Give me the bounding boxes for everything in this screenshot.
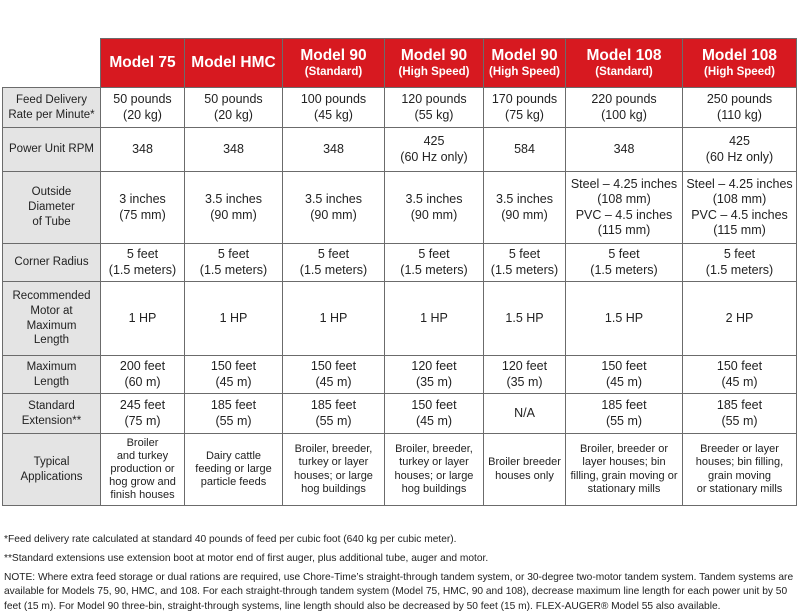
table-cell: 50 pounds (20 kg) <box>185 88 283 128</box>
table-cell: 120 feet (35 m) <box>385 356 484 394</box>
table-cell: Breeder or layer houses; bin filling, grain moving or stationary mills <box>683 434 797 506</box>
table-cell: 5 feet (1.5 meters) <box>101 244 185 282</box>
table-cell: 3.5 inches (90 mm) <box>484 172 566 244</box>
table-row <box>3 394 797 434</box>
general-note: NOTE: Where extra feed storage or dual rations are required, use Chore-Time’s straight-through tandem system, or 30-degree two-motor tandem system. Tandem systems are available for Models 75, 90, HMC, and 108. For each straight-through tandem system (Model 75, HMC, 90 and 108), decrease maximum line length for each power unit by 50 feet (15 m). For Model 90 three-bin, straight-through systems, line length should also be decreased by 50 feet (15 m). FLEX-AUGER® Model 55 also available. <box>4 572 794 612</box>
table-cell: 50 pounds (20 kg) <box>101 88 185 128</box>
table-cell: 185 feet (55 m) <box>566 394 683 434</box>
model-name: Model 90 <box>400 46 468 64</box>
footnote-feed-rate: *Feed delivery rate calculated at standard 40 pounds of feed per cubic foot (640 kg per cubic meter). <box>4 534 457 545</box>
model-header-2 <box>283 39 385 88</box>
model-variant: (High Speed) <box>489 66 560 79</box>
model-name: Model 90 <box>300 46 367 64</box>
table-cell: 185 feet (55 m) <box>283 394 385 434</box>
model-header-0 <box>101 39 185 88</box>
table-cell: 150 feet (45 m) <box>683 356 797 394</box>
model-variant: (Standard) <box>595 66 653 79</box>
model-name: Model HMC <box>191 53 276 71</box>
table-cell: 425 (60 Hz only) <box>683 128 797 172</box>
table-cell: 1.5 HP <box>484 282 566 356</box>
table-cell: 150 feet (45 m) <box>566 356 683 394</box>
table-cell: Broiler, breeder or layer houses; bin filling, grain moving or stationary mills <box>566 434 683 506</box>
row-label: Power Unit RPM <box>3 128 101 172</box>
row-label: Recommended Motor at Maximum Length <box>3 282 101 356</box>
model-variant: (High Speed) <box>704 66 775 79</box>
table-cell: 5 feet (1.5 meters) <box>385 244 484 282</box>
row-label: Outside Diameter of Tube <box>3 172 101 244</box>
table-cell: 150 feet (45 m) <box>385 394 484 434</box>
model-header-1 <box>185 39 283 88</box>
table-row <box>3 172 797 244</box>
table-cell: 220 pounds (100 kg) <box>566 88 683 128</box>
table-row <box>3 356 797 394</box>
model-name: Model 108 <box>702 46 777 64</box>
row-label: Standard Extension** <box>3 394 101 434</box>
table-cell: Broiler breeder houses only <box>484 434 566 506</box>
model-variant: (Standard) <box>304 66 363 79</box>
table-cell: 1 HP <box>101 282 185 356</box>
table-cell: 250 pounds (110 kg) <box>683 88 797 128</box>
table-cell: 425 (60 Hz only) <box>385 128 484 172</box>
row-label: Maximum Length <box>3 356 101 394</box>
table-cell: Dairy cattle feeding or large particle feeds <box>185 434 283 506</box>
header-row <box>3 39 797 88</box>
table-cell: 348 <box>566 128 683 172</box>
model-header-3 <box>385 39 484 88</box>
table-cell: 5 feet (1.5 meters) <box>283 244 385 282</box>
table-cell: 5 feet (1.5 meters) <box>185 244 283 282</box>
table-cell: 170 pounds (75 kg) <box>484 88 566 128</box>
table-cell: 150 feet (45 m) <box>185 356 283 394</box>
table-cell: 5 feet (1.5 meters) <box>566 244 683 282</box>
table-cell: 120 pounds (55 kg) <box>385 88 484 128</box>
table-cell: 3 inches (75 mm) <box>101 172 185 244</box>
table-cell: 1 HP <box>283 282 385 356</box>
table-body <box>3 88 797 506</box>
model-name: Model 108 <box>586 46 662 64</box>
model-variant: (High Speed) <box>398 66 470 79</box>
table-cell: 150 feet (45 m) <box>283 356 385 394</box>
table-cell: Broiler, breeder, turkey or layer houses; or large hog buildings <box>283 434 385 506</box>
table-cell: Broiler, breeder, turkey or layer houses; or large hog buildings <box>385 434 484 506</box>
row-label: Feed Delivery Rate per Minute* <box>3 88 101 128</box>
table-row <box>3 88 797 128</box>
model-name: Model 90 <box>491 46 558 64</box>
table-cell: 2 HP <box>683 282 797 356</box>
table-cell: 3.5 inches (90 mm) <box>385 172 484 244</box>
table-cell: 3.5 inches (90 mm) <box>185 172 283 244</box>
table-cell: 1.5 HP <box>566 282 683 356</box>
model-header-4 <box>484 39 566 88</box>
table-cell: 1 HP <box>385 282 484 356</box>
table-cell: Steel – 4.25 inches (108 mm) PVC – 4.5 inches (115 mm) <box>566 172 683 244</box>
table-cell: N/A <box>484 394 566 434</box>
row-label: Typical Applications <box>3 434 101 506</box>
footnote-extension: **Standard extensions use extension boot at motor end of first auger, plus additional tube, auger and motor. <box>4 553 489 564</box>
table-cell: Broiler and turkey production or hog grow and finish houses <box>101 434 185 506</box>
table-row <box>3 282 797 356</box>
table-cell: 584 <box>484 128 566 172</box>
header-corner-cell <box>3 39 101 88</box>
table-cell: 5 feet (1.5 meters) <box>484 244 566 282</box>
table-cell: 3.5 inches (90 mm) <box>283 172 385 244</box>
table-row <box>3 244 797 282</box>
table-cell: 348 <box>185 128 283 172</box>
model-name: Model 75 <box>109 53 176 71</box>
table-cell: 185 feet (55 m) <box>185 394 283 434</box>
row-label: Corner Radius <box>3 244 101 282</box>
table-cell: 5 feet (1.5 meters) <box>683 244 797 282</box>
model-header-5 <box>566 39 683 88</box>
table-cell: 200 feet (60 m) <box>101 356 185 394</box>
table-cell: 120 feet (35 m) <box>484 356 566 394</box>
model-header-6 <box>683 39 797 88</box>
table-cell: Steel – 4.25 inches (108 mm) PVC – 4.5 inches (115 mm) <box>683 172 797 244</box>
table-cell: 348 <box>101 128 185 172</box>
table-cell: 100 pounds (45 kg) <box>283 88 385 128</box>
table-cell: 1 HP <box>185 282 283 356</box>
table-cell: 245 feet (75 m) <box>101 394 185 434</box>
specifications-table <box>2 38 797 506</box>
table-row <box>3 434 797 506</box>
table-row <box>3 128 797 172</box>
table-cell: 185 feet (55 m) <box>683 394 797 434</box>
table-cell: 348 <box>283 128 385 172</box>
